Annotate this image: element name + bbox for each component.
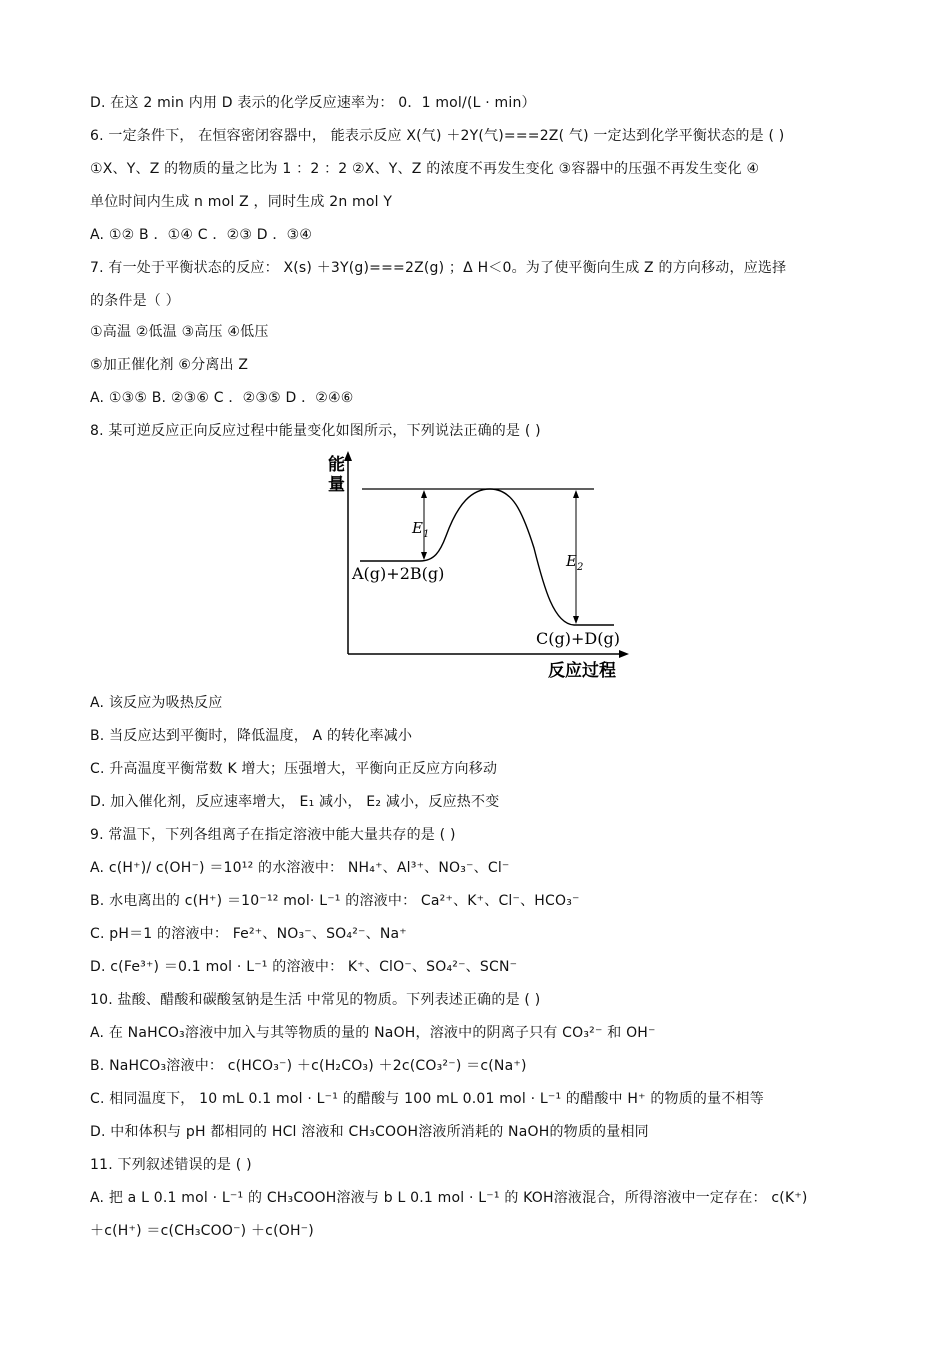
question-11-stem: 11. 下列叙述错误的是 ( ) bbox=[90, 1157, 252, 1173]
text-line: D. 在这 2 min 内用 D 表示的化学反应速率为： 0．1 mol/(L · min） bbox=[90, 95, 536, 111]
y-axis-arrow bbox=[344, 451, 352, 461]
option-a: A. c(H⁺)/ c(OH⁻) ＝10¹² 的水溶液中： NH₄⁺、Al³⁺、NO₃⁻、Cl⁻ bbox=[90, 860, 510, 876]
e1-label: $E_1$ bbox=[412, 519, 430, 540]
option-c: C. pH＝1 的溶液中： Fe²⁺、NO₃⁻、SO₄²⁻、Na⁺ bbox=[90, 926, 407, 942]
text-line: ①X、Y、Z 的物质的量之比为 1 ：2 ：2 ②X、Y、Z 的浓度不再发生变化 ③容器中的压强不再发生变化 ④ bbox=[90, 161, 760, 177]
x-axis-arrow bbox=[619, 650, 629, 658]
option-b: B. NaHCO₃溶液中： c(HCO₃⁻) ＋c(H₂CO₃) ＋2c(CO₃²⁻) ＝c(Na⁺) bbox=[90, 1058, 527, 1074]
text-line: 单位时间内生成 n mol Z ，同时生成 2n mol Y bbox=[90, 194, 393, 210]
options-line: A. ①② B ．①④ C ．②③ D ．③④ bbox=[90, 227, 313, 243]
option-d: D. 中和体积与 pH 都相同的 HCl 溶液和 CH₃COOH溶液所消耗的 NaOH的物质的量相同 bbox=[90, 1124, 649, 1140]
text-line: 的条件是（ ） bbox=[90, 293, 180, 309]
option-a: A. 在 NaHCO₃溶液中加入与其等物质的量的 NaOH，溶液中的阴离子只有 CO₃²⁻ 和 OH⁻ bbox=[90, 1025, 656, 1041]
options-line: A. ①③⑤ B. ②③⑥ C ．②③⑤ D ．②④⑥ bbox=[90, 390, 354, 406]
text-line: ⑤加正催化剂 ⑥分离出 Z bbox=[90, 357, 249, 373]
x-axis-label: 反应过程 bbox=[548, 661, 616, 681]
question-8-stem: 8. 某可逆反应正向反应过程中能量变化如图所示，下列说法正确的是 ( ) bbox=[90, 423, 541, 439]
question-9-stem: 9. 常温下，下列各组离子在指定溶液中能大量共存的是 ( ) bbox=[90, 827, 456, 843]
option-c: C. 升高温度平衡常数 K 增大；压强增大，平衡向正反应方向移动 bbox=[90, 761, 498, 777]
option-b: B. 水电离出的 c(H⁺) ＝10⁻¹² mol· L⁻¹ 的溶液中： Ca²⁺、K⁺、Cl⁻、HCO₃⁻ bbox=[90, 893, 580, 909]
energy-diagram bbox=[322, 448, 632, 684]
option-a: A. 该反应为吸热反应 bbox=[90, 695, 223, 711]
y-axis-label-2: 量 bbox=[328, 475, 345, 495]
e2-label: $E_2$ bbox=[566, 552, 584, 573]
e2-arrow-head-bottom bbox=[573, 616, 579, 624]
reactants-label: A(g)+2B(g) bbox=[352, 564, 445, 583]
text-line: ＋c(H⁺) ＝c(CH₃COO⁻) ＋c(OH⁻) bbox=[90, 1223, 314, 1239]
option-d: D. 加入催化剂，反应速率增大， E₁ 减小， E₂ 减小，反应热不变 bbox=[90, 794, 500, 810]
products-label: C(g)+D(g) bbox=[536, 629, 620, 648]
e2-arrow-head-top bbox=[573, 490, 579, 498]
e1-arrow-head-bottom bbox=[421, 552, 427, 560]
option-c: C. 相同温度下， 10 mL 0.1 mol · L⁻¹ 的醋酸与 100 mL 0.01 mol · L⁻¹ 的醋酸中 H⁺ 的物质的量不相等 bbox=[90, 1091, 764, 1107]
option-a: A. 把 a L 0.1 mol · L⁻¹ 的 CH₃COOH溶液与 b L 0.1 mol · L⁻¹ 的 KOH溶液混合，所得溶液中一定存在： c(K⁺) bbox=[90, 1190, 808, 1206]
question-10-stem: 10. 盐酸、醋酸和碳酸氢钠是生活 中常见的物质。下列表述正确的是 ( ) bbox=[90, 992, 541, 1008]
question-7-stem: 7. 有一处于平衡状态的反应： X(s) ＋3Y(g)===2Z(g) ；Δ H＜0。为了使平衡向生成 Z 的方向移动，应选择 bbox=[90, 260, 787, 276]
option-d: D. c(Fe³⁺) ＝0.1 mol · L⁻¹ 的溶液中： K⁺、ClO⁻、SO₄²⁻、SCN⁻ bbox=[90, 959, 518, 975]
text-line: ①高温 ②低温 ③高压 ④低压 bbox=[90, 324, 269, 340]
y-axis-label-1: 能 bbox=[328, 455, 345, 475]
e1-arrow-head-top bbox=[421, 490, 427, 498]
option-b: B. 当反应达到平衡时，降低温度， A 的转化率减小 bbox=[90, 728, 413, 744]
question-6-stem: 6. 一定条件下， 在恒容密闭容器中， 能表示反应 X(气) ＋2Y(气)===2Z( 气) 一定达到化学平衡状态的是 ( ) bbox=[90, 128, 785, 144]
